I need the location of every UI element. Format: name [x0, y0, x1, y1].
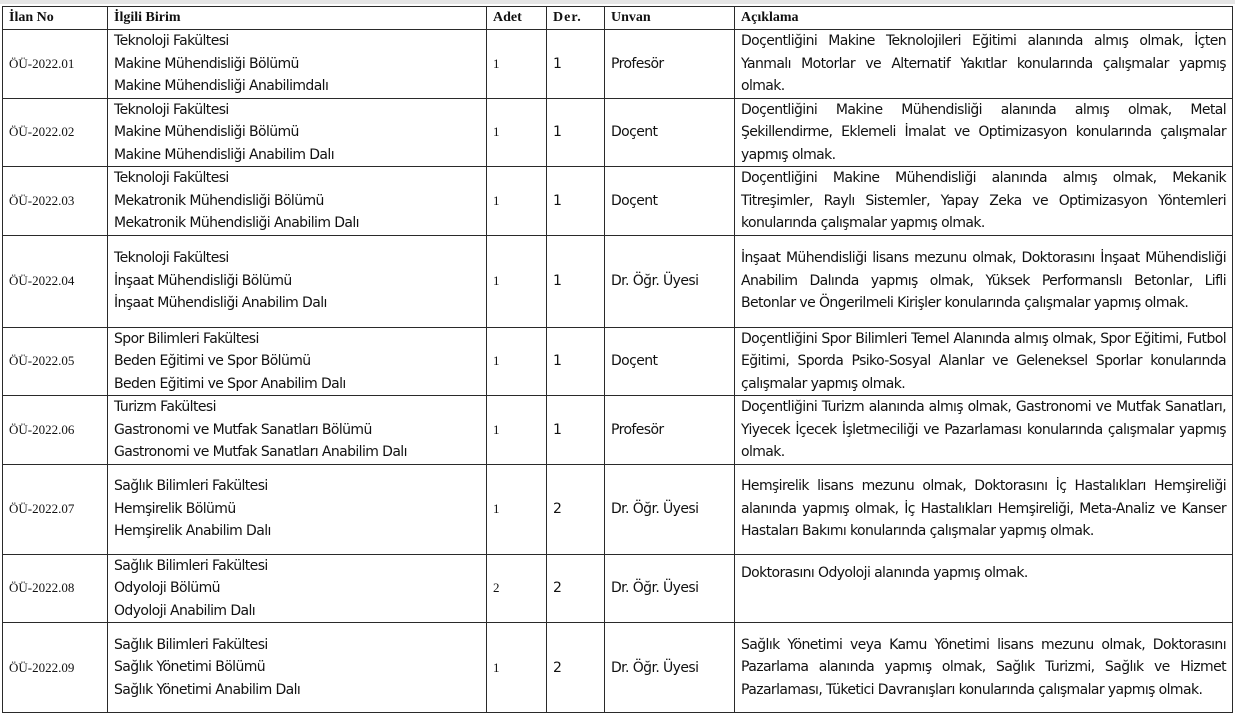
aciklama-cell: Sağlık Yönetimi veya Kamu Yönetimi lisans mezunu olmak, Doktorasını Pazarlama alanında yapmış olmak, Sağlık Turizmi, Sağlık ve Hizmet Pazarlaması, Tüketici Davranışları konularında çalışmalar yapmış olmak. [735, 623, 1233, 713]
unvan-cell: Dr. Öğr. Üyesi [605, 235, 735, 327]
ilgili-birim-cell [108, 235, 487, 327]
table-row [3, 396, 1233, 465]
faculty-name: Teknoloji Fakültesi [114, 101, 229, 118]
adet-cell: 1 [487, 30, 547, 99]
adet-cell: 1 [487, 235, 547, 327]
aciklama-cell: İnşaat Mühendisliği lisans mezunu olmak, Doktorasını İnşaat Mühendisliği Anabilim Dalında yapmış olmak, Yüksek Performanslı Betonlar, Lifli Betonlar ve Öngerilmeli Kirişler konularında çalışmalar yapmış olmak. [735, 235, 1233, 327]
header-ilan-no: İlan No [3, 7, 108, 30]
ilgili-birim-cell [108, 327, 487, 396]
ilan-no-cell: ÖÜ-2022.04 [3, 235, 108, 327]
department-name: Hemşirelik Bölümü [114, 500, 236, 517]
aciklama-cell: Doçentliğini Makine Mühendisliği alanında almış olmak, Metal Şekillendirme, Eklemeli İmalat ve Optimizasyon konularında çalışmalar yapmış olmak. [735, 98, 1233, 167]
unvan-cell: Doçent [605, 98, 735, 167]
ilgili-birim-cell [108, 623, 487, 713]
der-cell: 1 [547, 327, 605, 396]
header-der: Der. [547, 7, 605, 30]
table-row [3, 235, 1233, 327]
department-name: Makine Mühendisliği Bölümü [114, 124, 299, 140]
department-name: Makine Mühendisliği Bölümü [114, 55, 299, 72]
header-aciklama: Açıklama [735, 7, 1233, 30]
aciklama-cell: Doçentliğini Makine Teknolojileri Eğitimi alanında almış olmak, İçten Yanmalı Motorlar ve Alternatif Yakıtlar konularında çalışmalar yapmış olmak. [735, 30, 1233, 99]
header-adet: Adet [487, 7, 547, 30]
aciklama-cell: Hemşirelik lisans mezunu olmak, Doktorasını İç Hastalıkları Hemşireliği alanında yapmış olmak, İç Hastalıkları Hemşireliği, Meta-Analiz ve Kanser Hastaları Bakımı konularında çalışmalar yapmış olmak. [735, 464, 1233, 554]
faculty-name: Turizm Fakültesi [114, 399, 216, 415]
der-cell: 2 [547, 623, 605, 713]
header-unvan: Unvan [605, 7, 735, 30]
der-cell: 1 [547, 30, 605, 99]
adet-cell: 1 [487, 327, 547, 396]
table-row [3, 554, 1233, 623]
faculty-name: Sağlık Bilimleri Fakültesi [114, 557, 268, 574]
job-postings-table [2, 6, 1233, 713]
division-name: Beden Eğitimi ve Spor Anabilim Dalı [114, 375, 346, 392]
table-row [3, 623, 1233, 713]
ilgili-birim-cell [108, 167, 487, 236]
division-name: Mekatronik Mühendisliği Anabilim Dalı [114, 215, 359, 231]
division-name: Sağlık Yönetimi Anabilim Dalı [114, 681, 301, 698]
aciklama-cell: Doçentliğini Turizm alanında almış olmak, Gastronomi ve Mutfak Sanatları, Yiyecek İçecek İşletmeciliği ve Pazarlaması konularında çalışmalar yapmış olmak. [735, 396, 1233, 465]
adet-cell: 2 [487, 554, 547, 623]
ilan-no-cell: ÖÜ-2022.05 [3, 327, 108, 396]
aciklama-cell: Doçentliğini Spor Bilimleri Temel Alanında almış olmak, Spor Eğitimi, Futbol Eğitimi, Sporda Psiko-Sosyal Alanlar ve Geleneksel Sporlar konularında çalışmalar yapmış olmak. [735, 327, 1233, 396]
der-cell: 2 [547, 554, 605, 623]
ilgili-birim-cell [108, 98, 487, 167]
department-name: Mekatronik Mühendisliği Bölümü [114, 192, 324, 209]
adet-cell: 1 [487, 98, 547, 167]
table-row [3, 327, 1233, 396]
ilgili-birim-cell [108, 30, 487, 99]
division-name: Odyoloji Anabilim Dalı [114, 602, 256, 619]
unvan-cell: Dr. Öğr. Üyesi [605, 623, 735, 713]
ilan-no-cell: ÖÜ-2022.02 [3, 98, 108, 167]
faculty-name: Teknoloji Fakültesi [114, 33, 229, 49]
adet-cell: 1 [487, 167, 547, 236]
unvan-cell: Doçent [605, 327, 735, 396]
department-name: Gastronomi ve Mutfak Sanatları Bölümü [114, 421, 372, 438]
ilan-no-cell: ÖÜ-2022.03 [3, 167, 108, 236]
der-cell: 1 [547, 235, 605, 327]
department-name: Beden Eğitimi ve Spor Bölümü [114, 353, 311, 369]
unvan-cell: Profesör [605, 396, 735, 465]
ilgili-birim-cell [108, 554, 487, 623]
ilgili-birim-cell [108, 464, 487, 554]
department-name: Odyoloji Bölümü [114, 580, 220, 596]
der-cell: 2 [547, 464, 605, 554]
faculty-name: Sağlık Bilimleri Fakültesi [114, 636, 268, 653]
table-header-row [3, 7, 1233, 30]
ilan-no-cell: ÖÜ-2022.06 [3, 396, 108, 465]
department-name: Sağlık Yönetimi Bölümü [114, 659, 266, 676]
division-name: Makine Mühendisliği Anabilimdalı [114, 78, 329, 94]
table-row [3, 30, 1233, 99]
unvan-cell: Profesör [605, 30, 735, 99]
unvan-cell: Doçent [605, 167, 735, 236]
division-name: Makine Mühendisliği Anabilim Dalı [114, 146, 334, 163]
ilan-no-cell: ÖÜ-2022.07 [3, 464, 108, 554]
header-ilgili-birim: İlgili Birim [108, 7, 487, 30]
ilan-no-cell: ÖÜ-2022.09 [3, 623, 108, 713]
faculty-name: Spor Bilimleri Fakültesi [114, 330, 259, 347]
table-row [3, 98, 1233, 167]
faculty-name: Teknoloji Fakültesi [114, 170, 229, 186]
der-cell: 1 [547, 167, 605, 236]
table-row [3, 464, 1233, 554]
der-cell: 1 [547, 396, 605, 465]
ilan-no-cell: ÖÜ-2022.08 [3, 554, 108, 623]
adet-cell: 1 [487, 464, 547, 554]
aciklama-cell: Doçentliğini Makine Mühendisliği alanında almış olmak, Mekanik Titreşimler, Raylı Sistemler, Yapay Zeka ve Optimizasyon Yöntemleri konularında çalışmalar yapmış olmak. [735, 167, 1233, 236]
division-name: Gastronomi ve Mutfak Sanatları Anabilim Dalı [114, 444, 407, 460]
adet-cell: 1 [487, 623, 547, 713]
ilan-no-cell: ÖÜ-2022.01 [3, 30, 108, 99]
aciklama-cell: Doktorasını Odyoloji alanında yapmış olmak. [735, 554, 1233, 623]
department-name: İnşaat Mühendisliği Bölümü [114, 272, 292, 289]
division-name: İnşaat Mühendisliği Anabilim Dalı [114, 295, 327, 312]
unvan-cell: Dr. Öğr. Üyesi [605, 554, 735, 623]
faculty-name: Teknoloji Fakültesi [114, 250, 229, 267]
faculty-name: Sağlık Bilimleri Fakültesi [114, 478, 268, 495]
division-name: Hemşirelik Anabilim Dalı [114, 523, 271, 540]
table-row [3, 167, 1233, 236]
unvan-cell: Dr. Öğr. Üyesi [605, 464, 735, 554]
ilgili-birim-cell [108, 396, 487, 465]
page-top-border [0, 0, 1235, 4]
der-cell: 1 [547, 98, 605, 167]
adet-cell: 1 [487, 396, 547, 465]
